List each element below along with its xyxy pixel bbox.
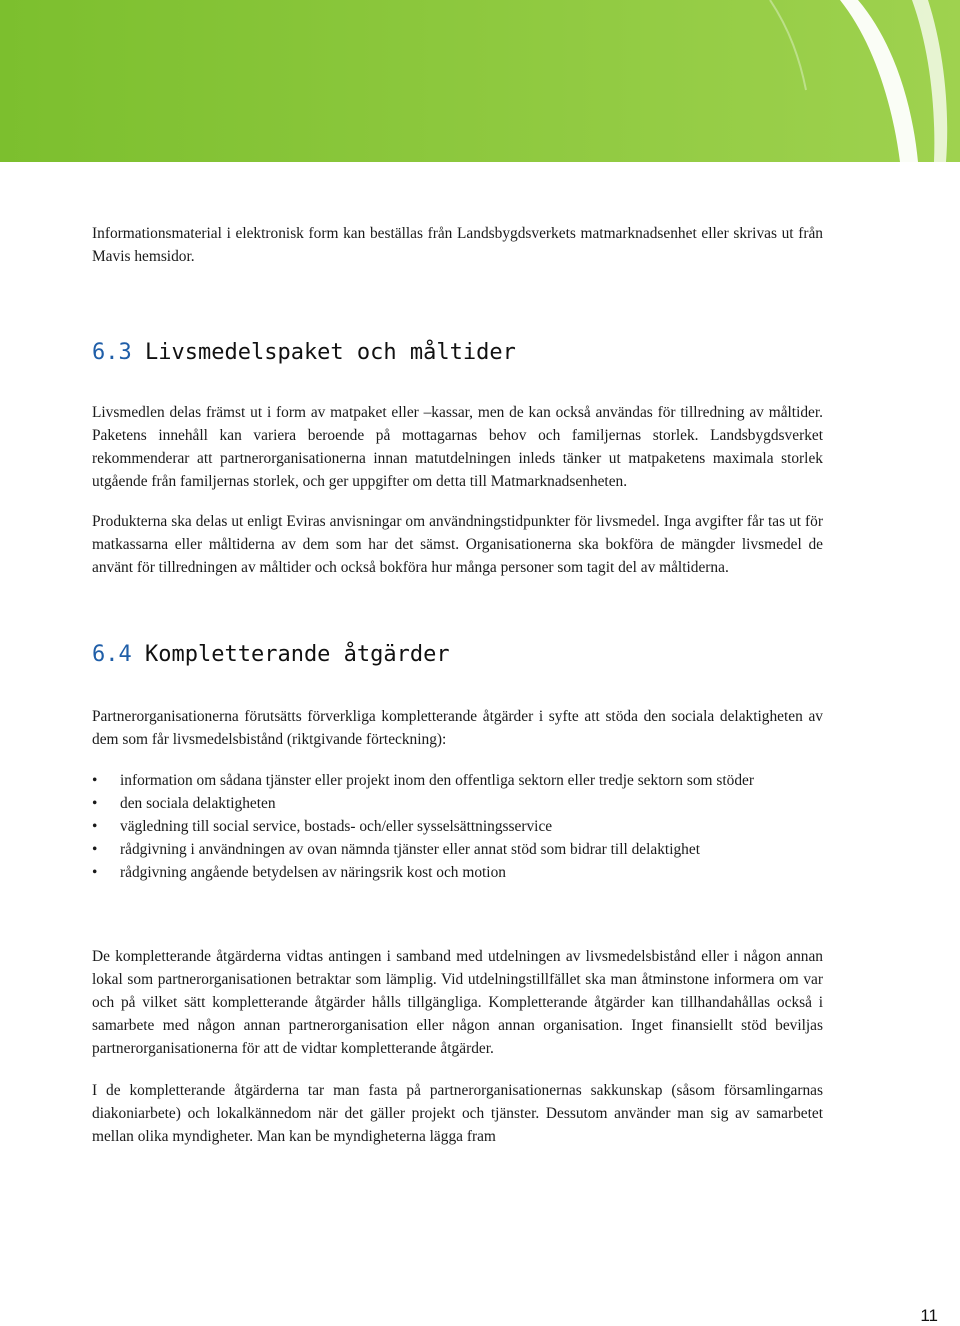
section-number: 6.4: [92, 642, 132, 667]
bullet-list: [92, 769, 823, 884]
list-item: • den sociala delaktigheten: [92, 792, 823, 815]
section-intro: Partnerorganisationerna förutsätts förverkliga kompletterande åtgärder i syfte att stöda den sociala delaktigheten av dem som får livsmedelsbistånd (riktgivande förteckning):: [92, 708, 823, 748]
section-title: Kompletterande åtgärder: [145, 642, 450, 667]
bullet-icon: •: [92, 818, 98, 835]
section-title: Livsmedelspaket och måltider: [145, 340, 516, 365]
intro-paragraph: Informationsmaterial i elektronisk form kan beställas från Landsbygdsverkets matmarknadsenhet eller skrivas ut från Mavis hemsidor.: [92, 225, 823, 265]
list-item: • rådgivning angående betydelsen av näringsrik kost och motion: [92, 861, 823, 884]
bullet-icon: •: [92, 772, 98, 789]
bullet-icon: •: [92, 795, 98, 812]
body-paragraph: I de kompletterande åtgärderna tar man fasta på partnerorganisationernas sakkunskap (såsom församlingarnas diakoniarbete) och lokalkännedom när det gäller projekt och tjänster. Dessutom använder man sig av samarbetet mellan olika myndigheter. Man kan be myndigheterna lägga fram: [92, 1082, 823, 1145]
page-number: 11: [920, 1306, 938, 1325]
list-item: • rådgivning i användningen av ovan nämnda tjänster eller annat stöd som bidrar till delaktighet: [92, 838, 823, 861]
bullet-icon: •: [92, 864, 98, 881]
header-banner: [0, 0, 960, 162]
section-heading-6-3: [92, 339, 823, 367]
body-paragraph: De kompletterande åtgärderna vidtas antingen i samband med utdelningen av livsmedelsbistånd eller i någon annan lokal som partnerorganisationen betraktar som lämplig. Vid utdelningstillfället ska man åtminstone informera om var och på vilket sätt kompletterande åtgärder hålls tillgängliga. Kompletterande åtgärder kan tillhandahållas också i samarbete med någon annan partnerorganisation eller någon annan organisation. Inget finansiellt stöd beviljas partnerorganisationerna för att de vidtar kompletterande åtgärder.: [92, 948, 823, 1057]
section-heading-6-4: [92, 641, 823, 669]
page-content: [92, 222, 823, 1148]
body-paragraph: Produkterna ska delas ut enligt Eviras anvisningar om användningstidpunkter för livsmedel. Inga avgifter får tas ut för matkassarna eller måltiderna av dem som har det sämst. Organisationerna ska bokföra de mängder livsmedel de använt för tillredningen av måltider och också bokföra hur många personer som tagit del av måltiderna.: [92, 513, 823, 576]
leaf-decoration: [0, 0, 960, 162]
list-item: • vägledning till social service, bostads- och/eller sysselsättningsservice: [92, 815, 823, 838]
section-number: 6.3: [92, 340, 132, 365]
body-paragraph: Livsmedlen delas främst ut i form av matpaket eller –kassar, men de kan också användas för tillredning av måltider. Paketens innehåll kan variera beroende på mottagarnas behov och familjernas storlek. Landsbygdsverket rekommenderar att partnerorganisationerna innan matutdelningen inleds tänker ut matpaketens maximala storlek utgående från familjernas storlek, och ger uppgifter om detta till Matmarknadsenheten.: [92, 404, 823, 490]
list-item: • information om sådana tjänster eller projekt inom den offentliga sektorn eller tredje sektorn som stöder: [92, 769, 823, 792]
bullet-icon: •: [92, 841, 98, 858]
